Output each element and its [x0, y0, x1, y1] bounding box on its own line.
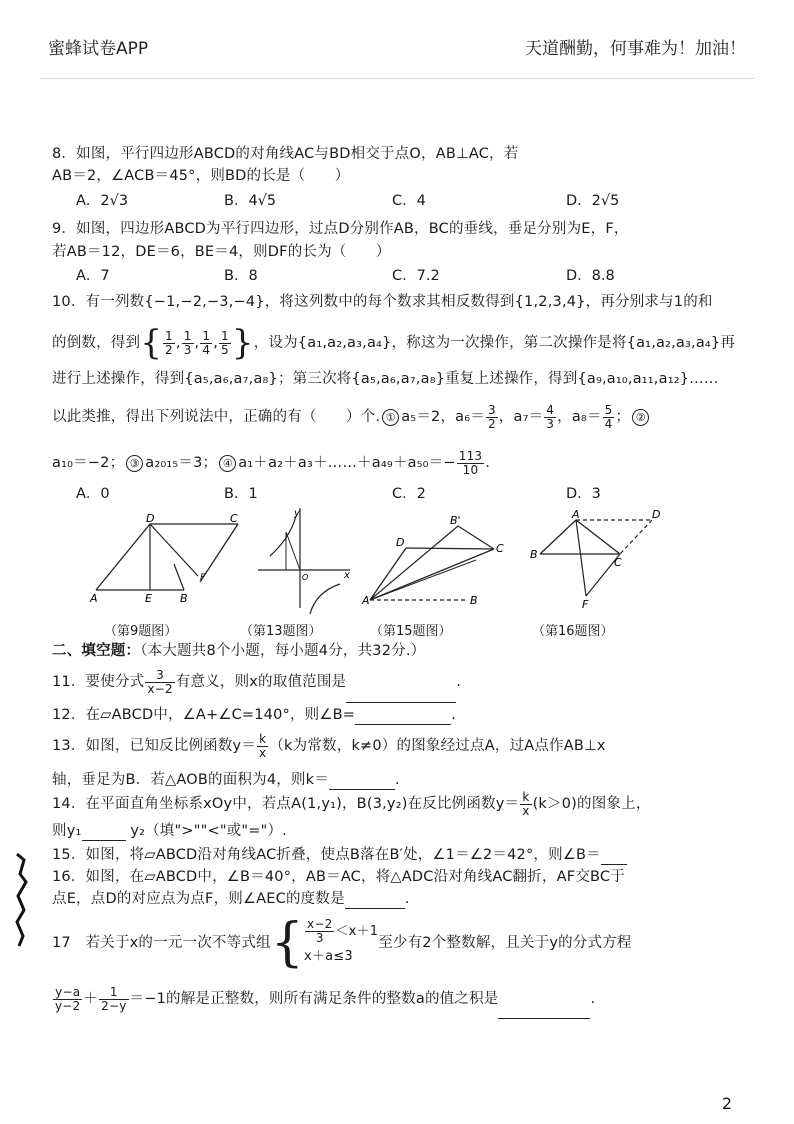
q10-brace-open: {: [140, 323, 163, 363]
q10-line1: 10．有一列数{−1,−2,−3,−4}，将这列数中的每个数求其相反数得到{1,2,3,4}，再分别求与1的和: [52, 294, 713, 310]
fig16-ab: [540, 520, 576, 554]
q10-a5-a6: a₅＝2，a₆＝: [401, 409, 485, 425]
q14-y2: y₂（填">""<"或"="）.: [130, 823, 287, 839]
q17-ineq2: x＋a≤3: [304, 948, 353, 964]
scan-smudge: [14, 852, 28, 948]
q10-frac-2: $\frac{1}{3}$: [183, 328, 192, 357]
page-number: 2: [721, 1094, 732, 1113]
figure-13-hyperbola: [256, 504, 356, 616]
q13-fraction: $\frac{k}{x}$: [259, 731, 267, 760]
section-2-note: （本大题共8个小题，每小题4分，共32分.）: [140, 643, 426, 659]
caption-fig13: （第13题图）: [240, 624, 322, 639]
q9-option-a: A．7: [76, 268, 110, 284]
q10-line3: 进行上述操作，得到{a₅,a₆,a₇,a₈}；第三次将{a₅,a₆,a₇,a₈}重复上述操作，得到{a₉,a₁₀,a₁₁,a₁₂}……: [52, 371, 719, 387]
fig15-label-a: A: [362, 594, 370, 607]
q14-line1: [52, 786, 651, 822]
q8-option-b: B．4√5: [224, 193, 277, 209]
fig16-dc-dashed: [620, 520, 652, 554]
q11-text: 11．要使分式: [52, 674, 145, 690]
q10-frac-4: $\frac{1}{5}$: [221, 328, 229, 357]
q10-option-c: C．2: [392, 486, 426, 502]
fig13-label-o: O: [302, 573, 309, 582]
fig13-ao: [286, 532, 300, 570]
fig16-ac: [576, 520, 620, 554]
q9-line2: 若AB＝12，DE＝6，BE＝4，则DF的长为（ ）: [52, 244, 391, 260]
q13-text-2: （k为常数，k≠0）的图象经过点A，过A点作AB⊥x: [269, 738, 606, 754]
q11-period: .: [456, 674, 462, 690]
fig13-label-y: y: [294, 508, 300, 519]
fig9-label-c: C: [230, 512, 238, 525]
motto: 天道酬勤，何事难为！加油！: [525, 39, 746, 59]
q12-answer-blank: [355, 706, 451, 725]
fig15-label-b-prime: B': [450, 514, 461, 527]
q16-period: .: [404, 891, 410, 907]
q17-period: .: [590, 991, 596, 1007]
circled-1: ①: [382, 409, 399, 426]
q10-sum-frac: $\frac{113}{10}$: [458, 448, 483, 477]
fig13-curve-right: [310, 584, 340, 614]
q17-text: 17 若关于x的一元一次不等式组: [52, 935, 271, 951]
fig15-inner: [370, 560, 476, 600]
q8-option-c: C．4: [392, 193, 426, 209]
q14-answer-blank: [82, 822, 126, 841]
fig9-edge-bc: [200, 524, 238, 582]
q14-y1: 则y₁: [52, 823, 82, 839]
q17-line2: [52, 980, 595, 1019]
q13-period: .: [394, 772, 400, 788]
fig15-ab-prime: [370, 526, 458, 600]
fig9-label-e: E: [145, 592, 152, 605]
q17-frac-1: $\frac{y-a}{y-2}$: [55, 984, 81, 1013]
q10-semicolon: ；: [615, 409, 631, 425]
q10-a7-frac: $\frac{4}{3}$: [546, 402, 555, 431]
fig9-segment: [174, 564, 184, 590]
q17-answer-blank: [498, 980, 590, 1019]
q8-option-a: A．2√3: [76, 193, 129, 209]
fig16-label-a: A: [572, 508, 580, 521]
fig16-label-b: B: [530, 548, 538, 561]
fig15-label-c: C: [496, 542, 504, 555]
q16-line1: 16．如图，在▱ABCD中，∠B＝40°，AB＝AC，将△ADC沿对角线AC翻折，AF交BC于: [52, 869, 625, 885]
q10-line5: [52, 446, 490, 480]
q16-line2-text: 点E，点D的对应点为点F，则∠AEC的度数是: [52, 891, 345, 907]
q9-option-d: D．8.8: [566, 268, 615, 284]
header-divider: [40, 78, 754, 79]
q10-line2-text: 的倒数，得到: [52, 335, 141, 351]
q10-frac-3: $\frac{1}{4}$: [202, 328, 211, 357]
q17-system-brace: {: [270, 913, 305, 973]
q17-text-3: ＝−1的解是正整数，则所有满足条件的整数a的值之积是: [129, 991, 499, 1007]
q11-line: [52, 662, 461, 703]
q17-frac-2: $\frac{1}{2-y}$: [101, 984, 127, 1013]
q10-line2-rest: ，设为{a₁,a₂,a₃,a₄}，称这为一次操作，第二次操作是将{a₁,a₂,a₃,a₄}再: [253, 335, 736, 351]
circled-2: ②: [632, 409, 649, 426]
fig15-label-b: B: [470, 594, 478, 607]
circled-4: ④: [219, 455, 236, 472]
q10-end: .: [485, 455, 491, 471]
q10-a6-frac: $\frac{3}{2}$: [487, 402, 496, 431]
figure-9-parallelogram: [88, 510, 238, 610]
q12-line: [52, 706, 456, 725]
q10-sum: a₁＋a₂＋a₃＋……＋a₄₉＋a₅₀＝−: [238, 455, 456, 471]
q10-a8: ，a₈＝: [557, 409, 602, 425]
q17-system: $\frac{x-2}{3}$ ＜x＋1 x＋a≤3: [304, 918, 378, 969]
q17-line1: [52, 914, 632, 972]
q10-line2: 的倒数，得到{ $\frac{1}{2}$ , $\frac{1}{3}$ , $\frac{1}{4}$ , $\frac{1}{5}$ }，设为{a₁,a₂,a₃,a₄}，称这为一次操作，第二次操作是将{a₁,a₂,a₃,a₄}再: [52, 323, 736, 363]
fig15-b-prime-c: [458, 526, 494, 549]
fig9-df: [150, 524, 198, 576]
q16-answer-blank: [345, 890, 405, 909]
fig16-label-f: F: [582, 598, 589, 611]
circled-3: ③: [126, 455, 143, 472]
fig15-label-d: D: [396, 536, 405, 549]
q10-line4-lead: 以此类推，得出下列说法中，正确的有（ ）个.: [52, 409, 381, 425]
q17-ineq1-rhs: ＜x＋1: [335, 923, 379, 939]
q10-line4: [52, 400, 651, 434]
q15-answer-blank: [601, 846, 627, 865]
q10-frac-1: $\frac{1}{2}$: [165, 328, 173, 357]
fig16-label-d: D: [652, 508, 661, 521]
q13-line1: [52, 728, 606, 764]
q12-text: 12．在▱ABCD中，∠A+∠C=140°，则∠B=: [52, 707, 356, 723]
section-2-heading: [52, 642, 425, 660]
app-brand: 蜜蜂试卷APP: [48, 39, 149, 59]
q10-option-a: A．0: [76, 486, 110, 502]
q10-brace-close: }: [231, 323, 254, 363]
q17-plus: ＋: [83, 991, 99, 1007]
q10-a7: ，a₇＝: [498, 409, 544, 425]
fig13-label-x: x: [344, 570, 350, 581]
q12-period: .: [451, 707, 456, 723]
fig9-label-b: B: [180, 592, 188, 605]
q9-option-b: B．8: [224, 268, 258, 284]
q16-line2: [52, 890, 410, 909]
fig16-af: [576, 520, 586, 596]
fig9-label-a: A: [90, 592, 98, 605]
q10-a2015: a₂₀₁₅＝3；: [145, 455, 218, 471]
section-2-title: 二、填空题：: [52, 643, 141, 659]
q15-text: 15．如图，将▱ABCD沿对角线AC折叠，使点B落在B′处，∠1＝∠2＝42°，则∠B＝: [52, 847, 601, 863]
figure-16-flip: [528, 508, 678, 612]
q9-line1: 9．如图，四边形ABCD为平行四边形，过点D分别作AB，BC的垂线，垂足分别为E，F，: [52, 221, 629, 237]
fig9-label-f: F: [200, 573, 206, 583]
q11-fraction: $\frac{3}{x-2}$: [147, 667, 173, 696]
q10-option-b: B．1: [224, 486, 258, 502]
q11-text-2: 有意义，则x的取值范围是: [175, 674, 347, 690]
caption-fig15: （第15题图）: [370, 624, 452, 639]
q14-fraction: $\frac{k}{x}$: [522, 789, 530, 818]
q9-option-c: C．7.2: [392, 268, 440, 284]
q11-answer-blank: [346, 662, 456, 703]
q8-line1: 8．如图，平行四边形ABCD的对角线AC与BD相交于点O，AB⊥AC，若: [52, 146, 519, 162]
fig15-dc: [406, 548, 494, 549]
q10-a8-frac: $\frac{5}{4}$: [604, 402, 613, 431]
fig9-label-d: D: [146, 512, 155, 525]
q14-text: 14．在平面直角坐标系xOy中，若点A(1,y₁)，B(3,y₂)在反比例函数y＝: [52, 796, 520, 812]
fig16-label-c: C: [614, 556, 622, 569]
q14-text-2: (k＞0)的图象上，: [532, 796, 651, 812]
q13-line2-text: 轴，垂足为B．若△AOB的面积为4，则k＝: [52, 772, 329, 788]
q13-text: 13．如图，已知反比例函数y＝: [52, 738, 257, 754]
q17-text-2: 至少有2个整数解，且关于y的分式方程: [378, 935, 632, 951]
q8-line2: AB＝2，∠ACB＝45°，则BD的长是（ ）: [52, 168, 350, 184]
q14-line2: [52, 822, 287, 841]
caption-fig16: （第16题图）: [532, 624, 614, 639]
q10-a10: a₁₀＝−2；: [52, 455, 125, 471]
q10-option-d: D．3: [566, 486, 601, 502]
fig15-ac: [370, 549, 494, 600]
q8-option-d: D．2√5: [566, 193, 620, 209]
q15-line: [52, 846, 627, 865]
figure-15-fold: [360, 512, 520, 608]
caption-fig9: （第9题图）: [104, 624, 178, 639]
